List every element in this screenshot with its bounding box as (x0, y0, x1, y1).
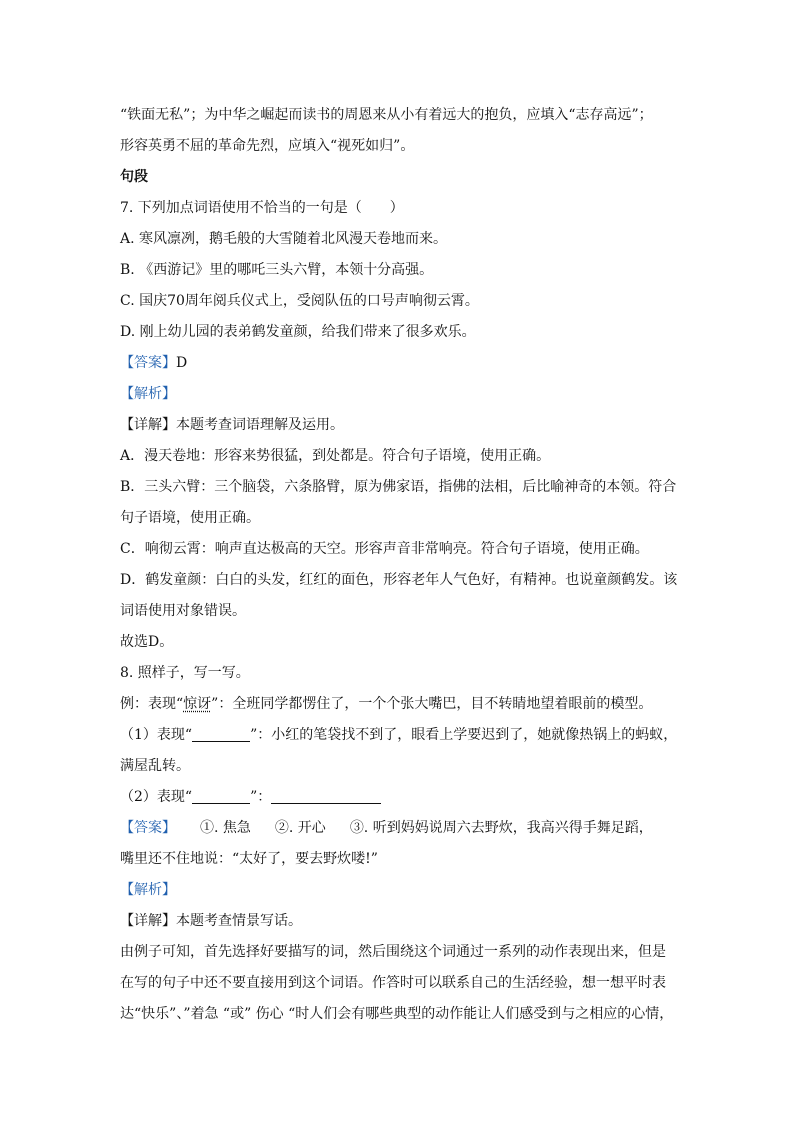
paragraph-line: 由例子可知，首先选择好要描写的词，然后围绕这个词通过一系列的动作表现出来，但是 (120, 944, 666, 960)
paragraph-line: 在写的句子中还不要直接用到这个词语。作答时可以联系自己的生活经验，想一想平时表 (120, 975, 666, 991)
answer-value: D (176, 355, 188, 371)
analysis-tag: 【解析】 (120, 386, 176, 402)
sub2-prefix: （2）表现“ (120, 789, 193, 805)
question-8: 8. 照样子，写一写。 (120, 665, 250, 681)
sub-question-2 (120, 782, 680, 813)
section-heading: 句段 (120, 169, 148, 185)
option-a: A. 寒风凛冽，鹅毛般的大雪随着北风漫天卷地而来。 (120, 231, 448, 247)
sub-question-1 (120, 720, 680, 751)
detail-tag: 【详解】 (120, 913, 176, 929)
detail-tag: 【详解】 (120, 417, 176, 433)
analysis-line-8 (120, 875, 680, 906)
blank-1 (192, 727, 250, 742)
blank-3 (271, 789, 381, 804)
option-b: B. 《西游记》里的哪吒三头六臂，本领十分高强。 (120, 262, 434, 278)
analysis-tag: 【解析】 (120, 882, 176, 898)
option-d: D. 刚上幼儿园的表弟鹤发童颜，给我们带来了很多欢乐。 (120, 324, 476, 340)
answer-8-1: ①. 焦急 (200, 820, 251, 836)
document-body (120, 100, 680, 1030)
sub2-mid: ”： (250, 789, 272, 805)
example-word: 惊讶 (183, 696, 212, 712)
answer-line (120, 348, 680, 379)
explanation-d-cont: 词语使用对象错误。 (120, 603, 246, 619)
explanation-b-cont: 句子语境，使用正确。 (120, 510, 260, 526)
question-7: 7. 下列加点词语使用不恰当的一句是（ ） (120, 200, 404, 216)
example-prefix: 例：表现“ (120, 696, 184, 712)
example-suffix: ”：全班同学都愣住了，一个个张大嘴巴，目不转睛地望着眼前的模型。 (211, 696, 653, 712)
detail-text: 本题考查词语理解及运用。 (176, 417, 344, 433)
explanation-c: C．响彻云霄：响声直达极高的天空。形容声音非常响亮。符合句子语境，使用正确。 (120, 541, 649, 557)
answer-tag: 【答案】 (120, 355, 176, 371)
option-c: C. 国庆70周年阅兵仪式上，受阅队伍的口号声响彻云霄。 (120, 293, 479, 309)
example-line (120, 689, 680, 720)
explanation-b: B．三头六臂：三个脑袋，六条胳臂，原为佛家语，指佛的法相，后比喻神奇的本领。符合 (120, 479, 677, 495)
answer-8-3: ③. 听到妈妈说周六去野炊，我高兴得手舞足蹈， (349, 820, 653, 836)
analysis-line (120, 379, 680, 410)
answer-8-2: ②. 开心 (274, 820, 326, 836)
choose-line: 故选D。 (120, 634, 174, 650)
answer-8-line (120, 813, 680, 844)
paragraph-line: 达“快乐”、”着急 “或” 伤心 “时人们会有哪些典型的动作能让人们感受到与之相应的心情， (120, 1006, 674, 1022)
text-line: 形容英勇不屈的革命先烈，应填入“视死如归”。 (120, 138, 415, 154)
explanation-a: A．漫天卷地：形容来势很猛，到处都是。符合句子语境，使用正确。 (120, 448, 551, 464)
sub1-suffix: ”：小红的笔袋找不到了，眼看上学要迟到了，她就像热锅上的蚂蚁， (250, 727, 678, 743)
explanation-d: D．鹤发童颜：白白的头发，红红的面色，形容老年人气色好，有精神。也说童颜鹤发。该 (120, 572, 678, 588)
text-line: “铁面无私”；为中华之崛起而读书的周恩来从小有着远大的抱负，应填入“志存高远”； (120, 107, 653, 123)
sub1-prefix: （1）表现“ (120, 727, 193, 743)
detail-line (120, 410, 680, 441)
detail-text: 本题考查情景写话。 (176, 913, 302, 929)
detail-line-8 (120, 906, 680, 937)
answer-tag: 【答案】 (120, 820, 176, 836)
sub-question-1-cont: 满屋乱转。 (120, 758, 190, 774)
answer-8-cont: 嘴里还不住地说：“太好了，要去野炊喽!” (120, 851, 378, 867)
blank-2 (192, 789, 250, 804)
